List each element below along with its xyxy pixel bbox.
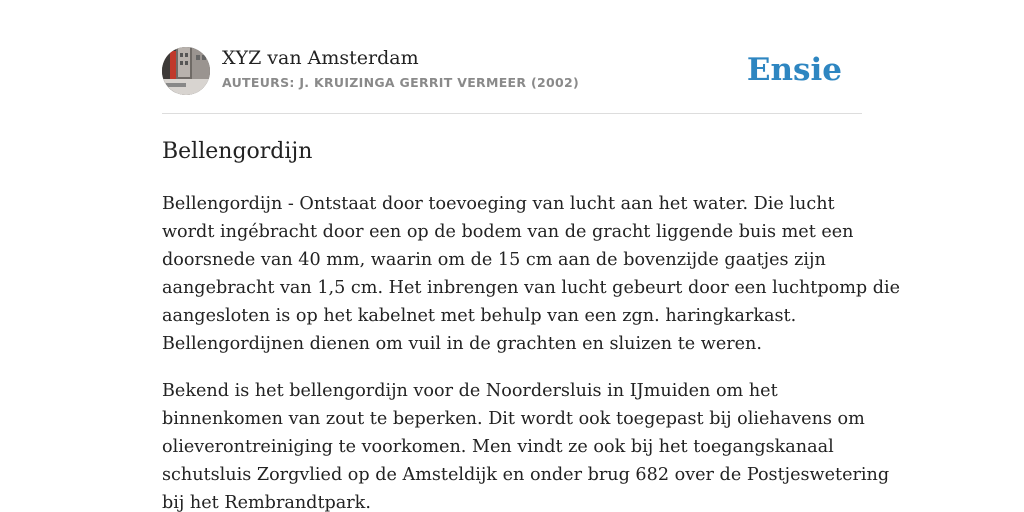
paragraph-line: wordt ingébracht door een op de bodem van de gracht liggende buis met een bbox=[162, 222, 854, 242]
header bbox=[162, 46, 862, 96]
paragraph-line: aangesloten is op het kabelnet met behulp van een zgn. haringkarkast. bbox=[162, 306, 797, 326]
article-paragraph-1 bbox=[162, 190, 901, 358]
paragraph-line: Bellengordijnen dienen om vuil in de grachten en sluizen te weren. bbox=[162, 334, 762, 354]
ensie-logo[interactable]: Ensie bbox=[746, 52, 842, 88]
paragraph-line: bij het Rembrandtpark. bbox=[162, 493, 371, 512]
site-name[interactable]: XYZ van Amsterdam bbox=[222, 47, 419, 69]
article-paragraph-2 bbox=[162, 377, 890, 512]
paragraph-line: schutsluis Zorgvlied op de Amsteldijk en onder brug 682 over de Postjeswetering bbox=[162, 465, 890, 485]
paragraph-line: doorsnede van 40 mm, waarin om de 15 cm aan de bovenzijde gaatjes zijn bbox=[162, 250, 826, 270]
paragraph-line: Bekend is het bellengordijn voor de Noordersluis in IJmuiden om het bbox=[162, 381, 778, 401]
paragraph-line: binnenkomen van zout te beperken. Dit wordt ook toegepast bij oliehavens om bbox=[162, 409, 865, 429]
authors-line: AUTEURS: J. KRUIZINGA GERRIT VERMEER (2002) bbox=[222, 75, 579, 90]
paragraph-line: Bellengordijn - Ontstaat door toevoeging van lucht aan het water. Die lucht bbox=[162, 194, 835, 214]
amsterdam-street-photo-icon[interactable] bbox=[162, 47, 210, 95]
article-title: Bellengordijn bbox=[162, 139, 313, 164]
header-divider bbox=[162, 113, 862, 114]
paragraph-line: olieverontreiniging te voorkomen. Men vindt ze ook bij het toegangskanaal bbox=[162, 437, 834, 457]
paragraph-line: aangebracht van 1,5 cm. Het inbrengen van lucht gebeurt door een luchtpomp die bbox=[162, 278, 901, 298]
article-page bbox=[162, 0, 901, 512]
